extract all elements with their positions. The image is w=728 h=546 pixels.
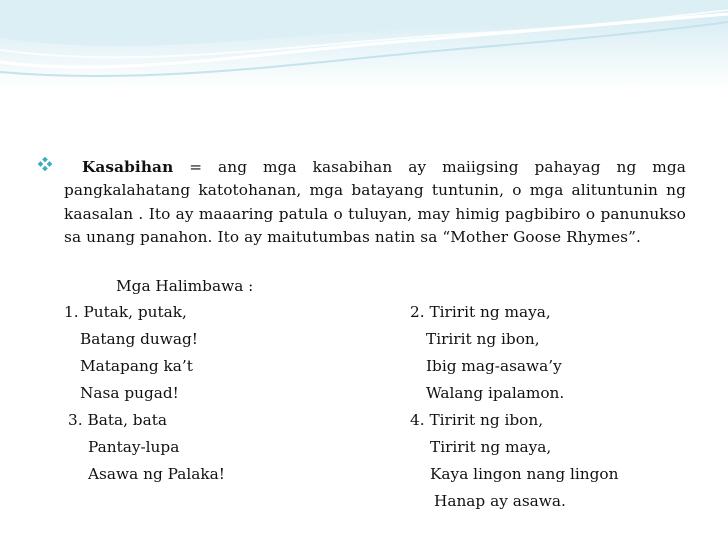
example-left-line: Nasa pugad! <box>80 384 179 402</box>
example-right-line: Ibig mag-asawa’y <box>426 357 562 375</box>
definition-text: = ang mga kasabihan ay maiigsing pahayag ng mga pangkalahatang katotohanan, mga batayang tuntunin, o mga alituntunin ng kaasalan . Ito ay maaaring patula o tuluyan, may himig pagbibiro o panunukso sa unang panahon. Ito ay maitutumbas natin sa “Mother Goose Rhymes”. <box>64 158 686 246</box>
term-label: Kasabihan <box>82 158 174 176</box>
definition-paragraph <box>64 156 686 249</box>
example-left-line: 3. Bata, bata <box>68 411 167 429</box>
diamond-bullet-icon <box>38 157 52 171</box>
example-left-line: Matapang ka’t <box>80 357 193 375</box>
example-right-line: Kaya lingon nang lingon <box>430 465 619 483</box>
header-wave-decoration <box>0 0 728 90</box>
example-right-line: Hanap ay asawa. <box>434 492 566 510</box>
example-left-line: 1. Putak, putak, <box>64 303 187 321</box>
example-right-line: 2. Tiririt ng maya, <box>410 303 551 321</box>
example-right-line: 4. Tiririt ng ibon, <box>410 411 544 429</box>
example-right-line: Walang ipalamon. <box>426 384 565 402</box>
example-left-line: Asawa ng Palaka! <box>88 465 225 483</box>
example-left-line: Pantay-lupa <box>88 438 180 456</box>
example-right-line: Tiririt ng ibon, <box>426 330 540 348</box>
example-left-line: Batang duwag! <box>80 330 198 348</box>
example-right-line: Tiririt ng maya, <box>430 438 552 456</box>
examples-heading: Mga Halimbawa : <box>116 277 254 295</box>
